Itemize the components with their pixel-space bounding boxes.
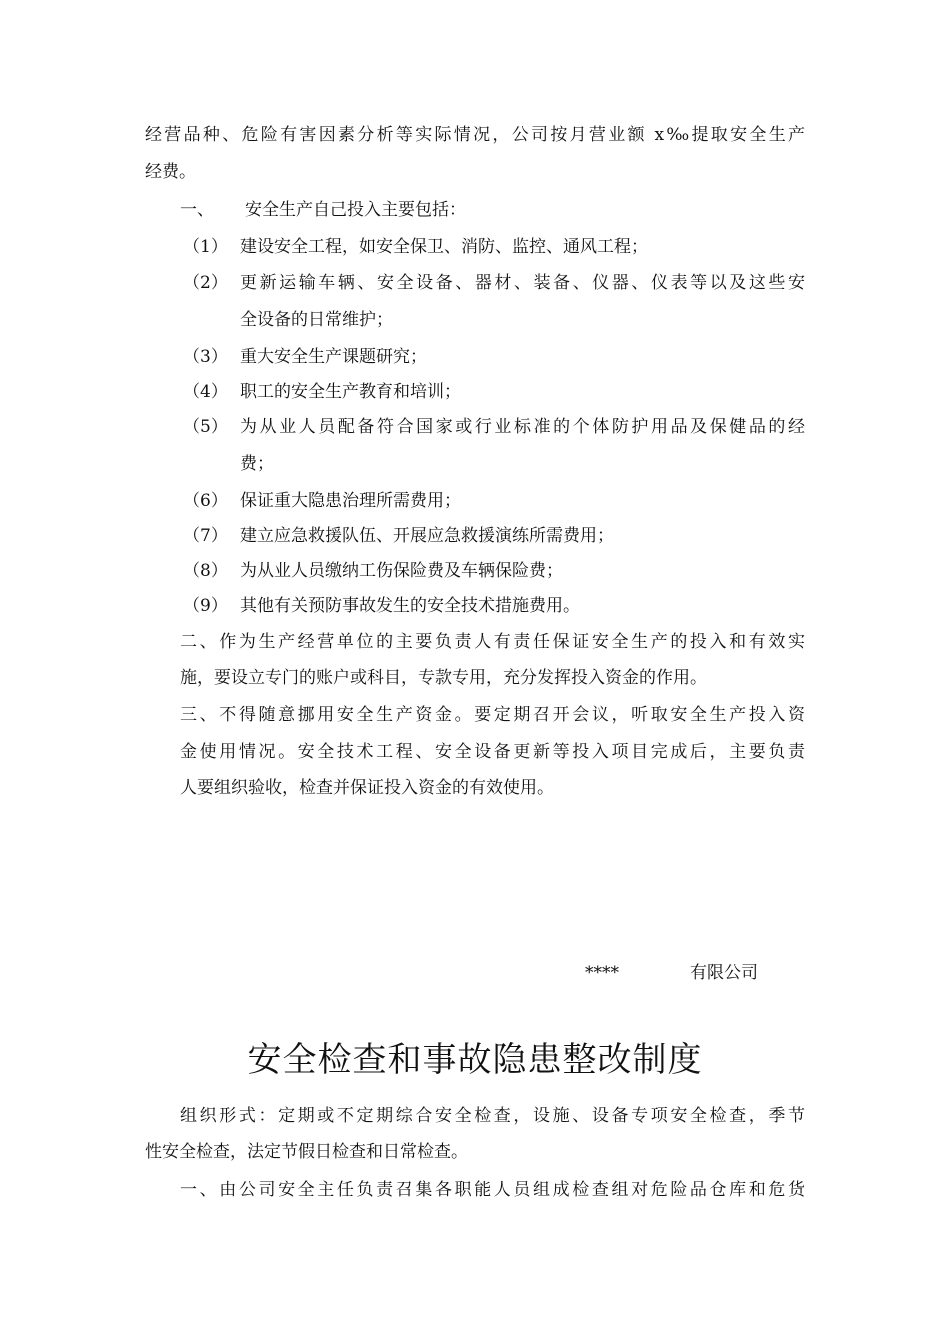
- item-9-text: 其他有关预防事故发生的安全技术措施费用。: [240, 596, 580, 616]
- para-2-line-2: 施，要设立专门的账户或科目，专款专用，充分发挥投入资金的作用。: [180, 668, 707, 688]
- item-7-text: 建立应急救援队伍、开展应急救援演练所需费用；: [240, 526, 614, 546]
- item-8-number: （8）: [183, 561, 228, 581]
- para-3-line-1: 三、不得随意挪用安全生产资金。要定期召开会议，听取安全生产投入资: [180, 705, 805, 725]
- item-1-number: （1）: [183, 237, 228, 257]
- item-9-number: （9）: [183, 596, 228, 616]
- item-5-text: 为从业人员配备符合国家或行业标准的个体防护用品及保健品的经: [240, 417, 805, 437]
- section-title: 安全检查和事故隐患整改制度: [247, 1040, 703, 1080]
- item-3-number: （3）: [183, 347, 228, 367]
- item-2-text: 更新运输车辆、安全设备、器材、装备、仪器、仪表等以及这些安: [240, 273, 805, 293]
- intro-line-1: 经营品种、危险有害因素分析等实际情况，公司按月营业额 x‰提取安全生产: [145, 125, 805, 145]
- para-3-line-3: 人要组织验收，检查并保证投入资金的有效使用。: [180, 778, 554, 798]
- item-6-text: 保证重大隐患治理所需费用；: [240, 491, 461, 511]
- item-4-text: 职工的安全生产教育和培训；: [240, 382, 461, 402]
- item-6-number: （6）: [183, 491, 228, 511]
- heading-1-number: 一、: [180, 200, 214, 220]
- item-2-text-cont: 全设备的日常维护；: [240, 310, 393, 330]
- item-4-number: （4）: [183, 382, 228, 402]
- item-5-text-cont: 费；: [240, 454, 274, 474]
- item-5-number: （5）: [183, 417, 228, 437]
- item-8-text: 为从业人员缴纳工伤保险费及车辆保险费；: [240, 561, 563, 581]
- signature-name-mask: ****: [585, 963, 619, 983]
- para-3-line-2: 金使用情况。安全技术工程、安全设备更新等投入项目完成后，主要负责: [180, 742, 805, 762]
- signature-company: 有限公司: [690, 963, 758, 983]
- item-7-number: （7）: [183, 526, 228, 546]
- section2-para-1-line-1: 一、由公司安全主任负责召集各职能人员组成检查组对危险品仓库和危货: [180, 1180, 805, 1200]
- item-3-text: 重大安全生产课题研究；: [240, 347, 427, 367]
- org-form-line-2: 性安全检查，法定节假日检查和日常检查。: [145, 1142, 468, 1162]
- item-2-number: （2）: [183, 273, 228, 293]
- org-form-line-1: 组织形式：定期或不定期综合安全检查，设施、设备专项安全检查，季节: [180, 1106, 805, 1126]
- intro-line-2: 经费。: [145, 162, 196, 182]
- para-2-line-1: 二、作为生产经营单位的主要负责人有责任保证安全生产的投入和有效实: [180, 632, 805, 652]
- item-1-text: 建设安全工程，如安全保卫、消防、监控、通风工程；: [240, 237, 648, 257]
- heading-1-text: 安全生产自己投入主要包括：: [245, 200, 466, 220]
